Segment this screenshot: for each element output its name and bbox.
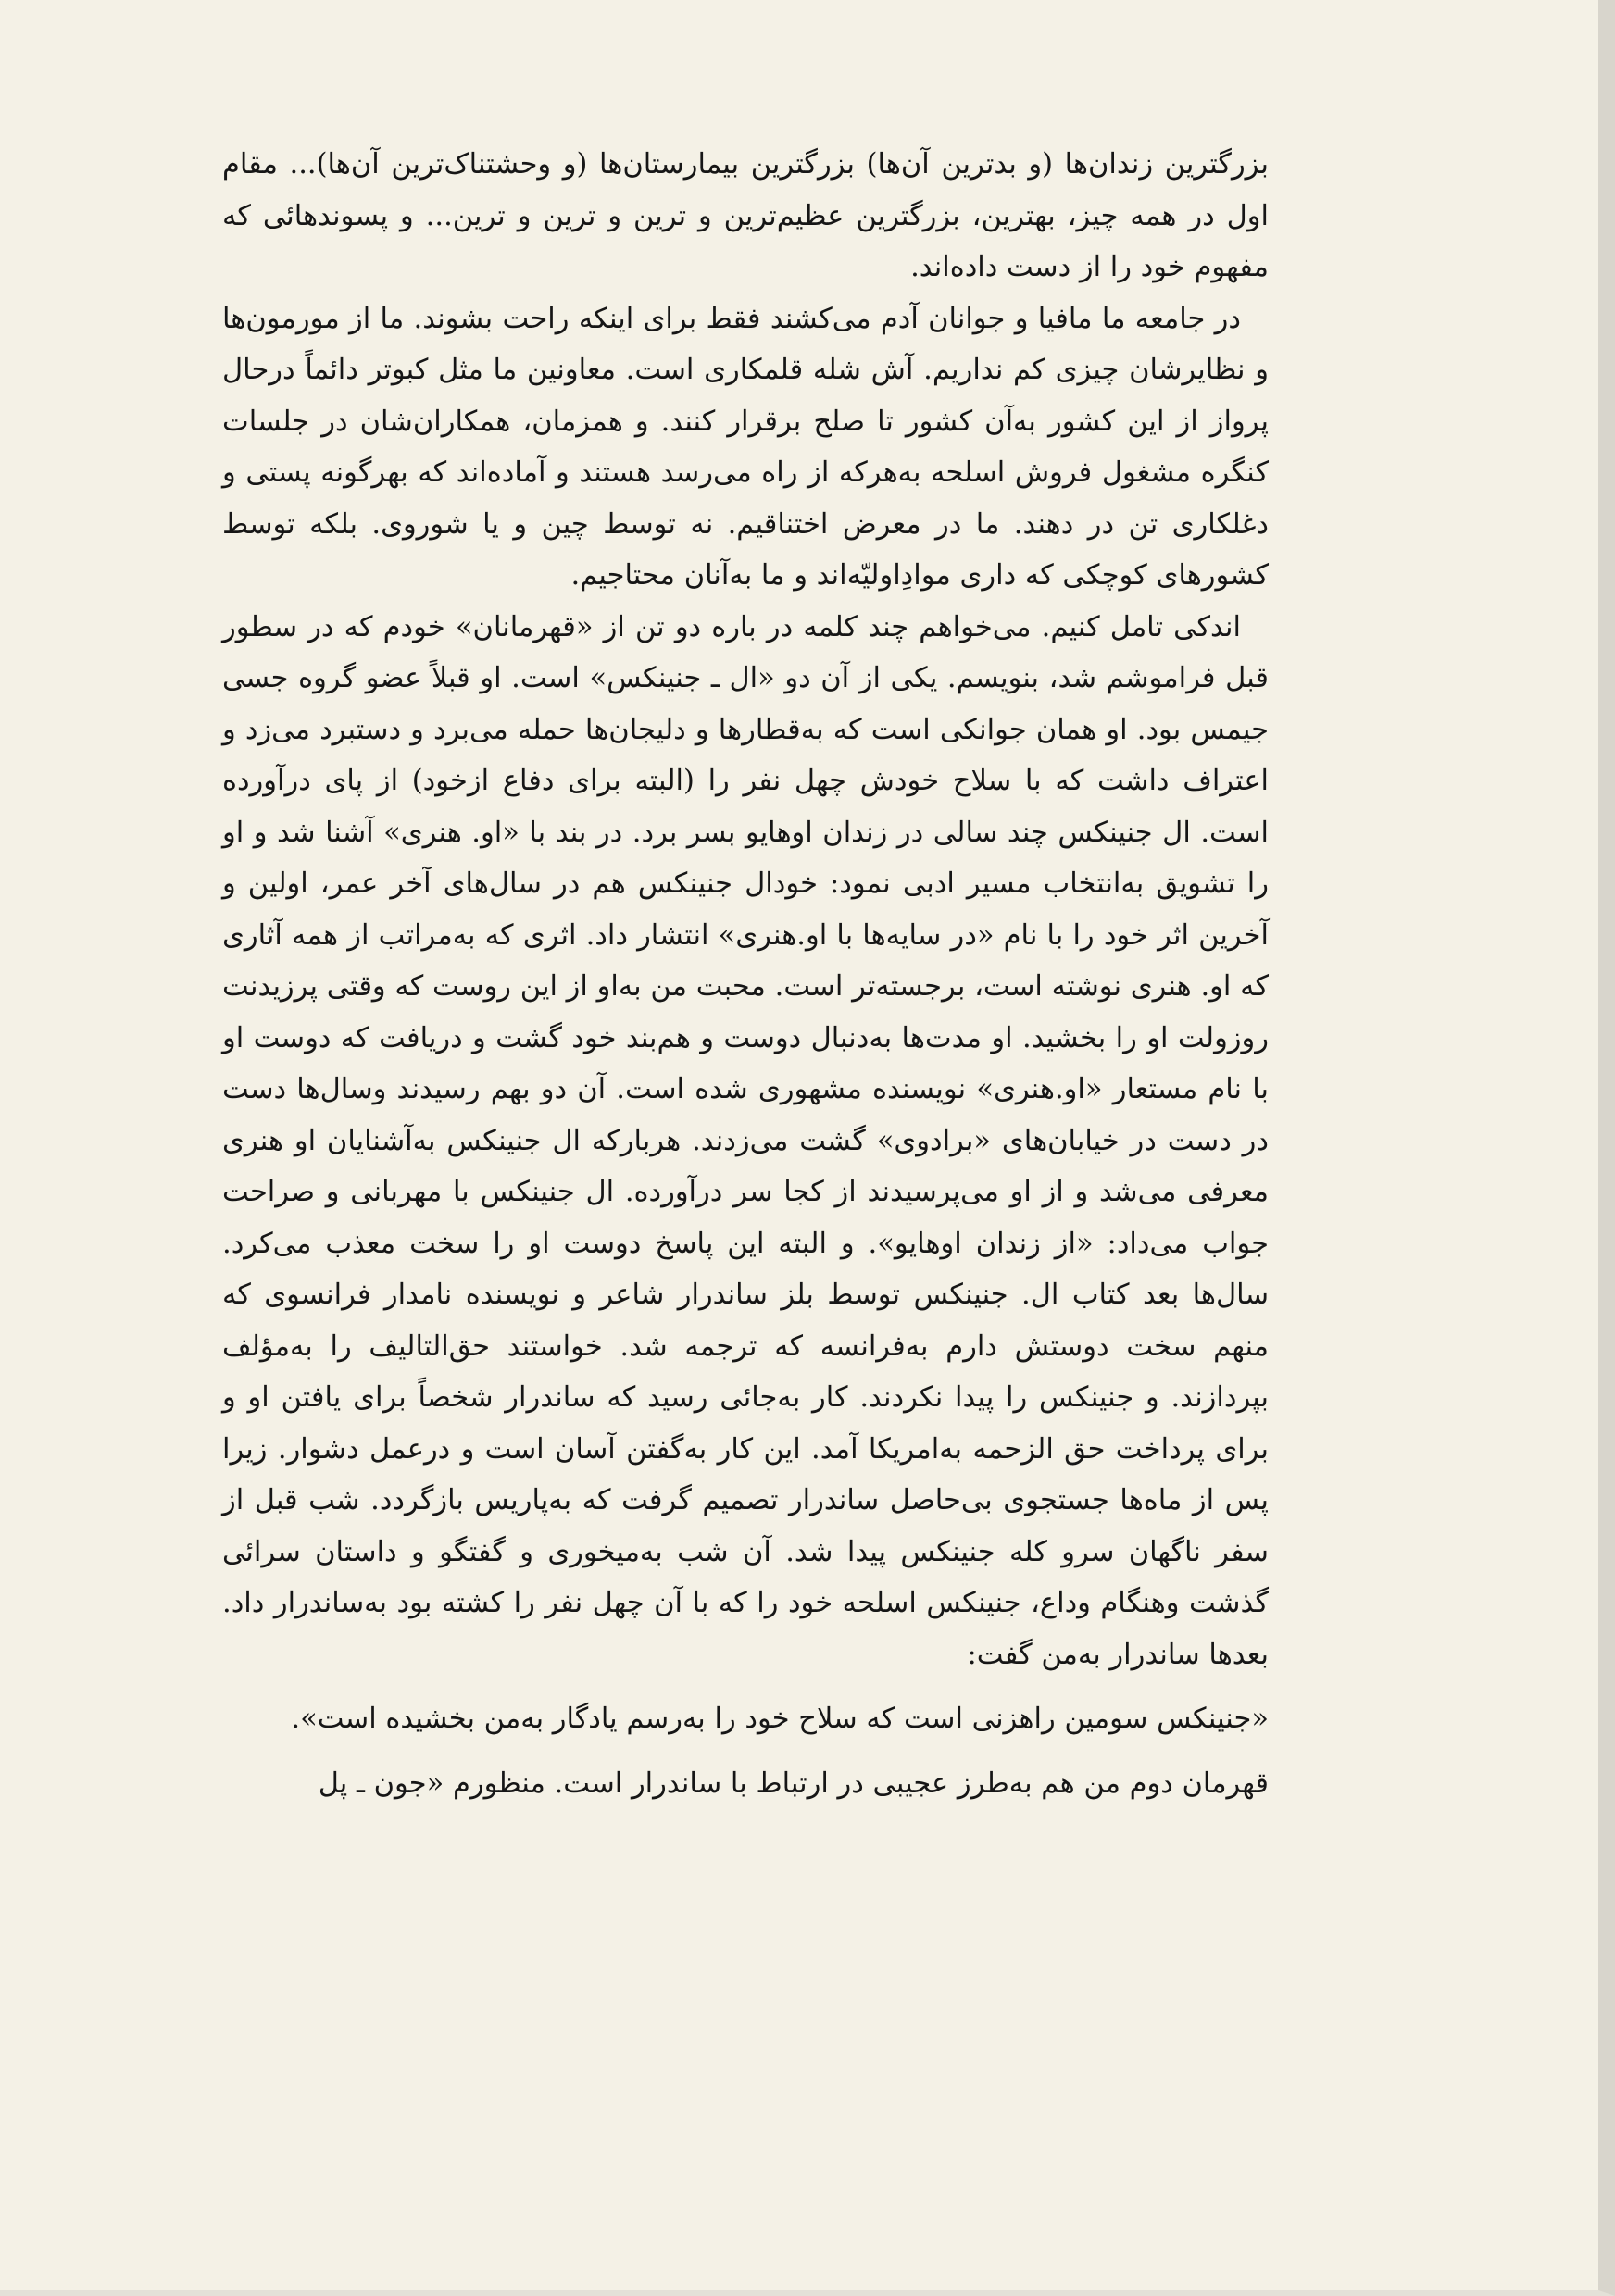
paragraph-3: اندکی تامل کنیم. می‌خواهم چند کلمه در باره دو تن از «قهرمانان» خودم که در سطور قبل فراموشم شد، بنویسم. یکی از آن دو «ال ـ جنینکس» است. او قبلاً عضو گروه جسی جیمس بود. او همان جوانکی است که به‌قطارها و دلیجان‌ها حمله می‌برد و دستبرد می‌زد و اعتراف داشت که با سلاح خودش چهل نفر را (البته برای دفاع ازخود) از پای درآورده است. ال جنینکس چند سالی در زندان اوهایو بسر برد. در بند با «او. هنری» آشنا شد و او را تشویق به‌انتخاب مسیر ادبی نمود: خودال جنینکس هم در سال‌های آخر عمر، اولین و آخرین اثر خود را با نام «در سایه‌ها با او.هنری» انتشار داد. اثری که به‌مراتب از همه آثاری که او. هنری نوشته است، برجسته‌تر است. محبت من به‌او از این روست که وقتی پرزیدنت روزولت او را بخشید. او مدت‌ها به‌دنبال دوست و هم‌بند خود گشت و دریافت که دوست او با نام مستعار «او.هنری» نویسنده مشهوری شده است. آن دو بهم رسیدند وسال‌ها دست در دست در خیابان‌های «برادوی» گشت می‌زدند. هرباركه ال جنینكس به‌آشنایان او هنری معرفی می‌شد و از او می‌پرسیدند از کجا سر درآورده. ال جنینکس با مهربانی و صراحت جواب می‌داد: «از زندان اوهایو». و البته این پاسخ دوست او را سخت معذب می‌کرد. سال‌ها بعد کتاب ال. جنینکس توسط بلز ساندرار شاعر و نویسنده نامدار فرانسوی که منهم سخت دوستش دارم به‌فرانسه که ترجمه شد. خواستند حق‌التالیف را به‌مؤلف بپردازند. و جنینکس را پیدا نکردند. کار به‌جائی رسید که ساندرار شخصاً برای یافتن او و برای پرداخت حق الزحمه به‌امریکا آمد. این کار به‌گفتن آسان است و درعمل دشوار. زیرا پس از ماه‌ها جستجوی بی‌حاصل ساندرار تصمیم گرفت که به‌پاریس بازگردد. شب قبل از سفر ناگهان سرو کله جنینکس پیدا شد. آن شب به‌میخوری و گفتگو و داستان سرائی گذشت وهنگام وداع، جنینکس اسلحه خود را که با آن چهل نفر را کشته بود به‌ساندرار داد. بعدها ساندرار به‌من گفت:	[222, 610, 1269, 1671]
book-page-text	[222, 139, 1269, 1809]
paragraph-quote: «جنینکس سومین راهزنی است که سلاح خود را به‌رسم یادگار به‌من بخشیده است».	[291, 1703, 1269, 1735]
paragraph-5: قهرمان دوم من هم به‌طرز عجیبی در ارتباط با ساندرار است. منظورم «جون ـ پل	[318, 1766, 1269, 1800]
paragraph-2: در جامعه ما مافیا و جوانان آدم می‌کشند فقط برای اینکه راحت بشوند. ما از مورمون‌ها و نظایرشان چیزی کم نداریم. آش شله قلمکاری است. معاونین ما مثل کبوتر دائماً درحال پرواز از این کشور به‌آن کشور تا صلح برقرار کنند. و همزمان، همکاران‌شان در جلسات کنگره مشغول فروش اسلحه به‌هرکه از راه می‌رسد هستند و آماده‌اند که بهرگونه پستی و دغلکاری تن در دهند. ما در معرض اختناقیم. نه توسط چین و یا شوروی. بلکه توسط کشورهای کوچکی که داری موادِاولیّه‌اند و ما به‌آنان محتاجیم.	[222, 302, 1269, 592]
paragraph-1: بزرگترین زندان‌ها (و بدترین آن‌ها) بزرگترین بیمارستان‌ها (و وحشتناک‌ترین آن‌ها)... مقام اول در همه چیز، بهترین، بزرگترین عظیم‌ترین و ترین و ترین و ترین... و پسوندهائی که مفهوم خود را از دست داده‌اند.	[222, 148, 1269, 283]
